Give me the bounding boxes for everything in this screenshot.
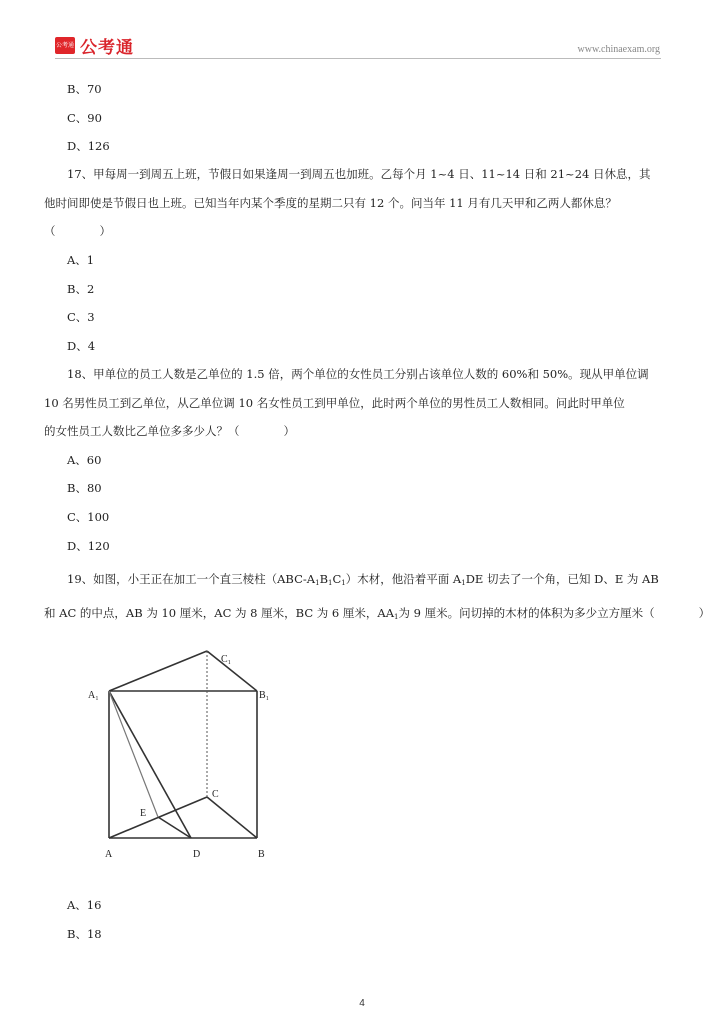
- q19-text-line2: [44, 606, 710, 624]
- bracket-close: ）: [283, 424, 295, 438]
- q19-l1-part-a: 19、如图，小王正在加工一个直三棱柱（ABC-A: [67, 572, 316, 586]
- q19-option-b: B、18: [67, 927, 102, 941]
- header-divider: [55, 58, 661, 59]
- subscript: 1: [328, 579, 333, 587]
- q18-line3-text: 的女性员工人数比乙单位多多少人？（: [44, 424, 240, 438]
- q17-answer-blank: [44, 224, 111, 238]
- label-a1: A₁: [88, 690, 99, 701]
- edge-c-b: [207, 797, 257, 838]
- label-c: C: [212, 789, 219, 800]
- q16-option-c: C、90: [67, 111, 102, 125]
- page-number: 4: [359, 998, 365, 1009]
- q18-option-c: C、100: [67, 510, 110, 524]
- q18-option-a: A、60: [67, 453, 102, 467]
- q17-option-c: C、3: [67, 310, 95, 324]
- q17-text-line1: 17、甲每周一到周五上班，节假日如果逢周一到周五也加班。乙每个月 1~4 日、11~14 日和 21~24 日休息，其: [67, 167, 651, 181]
- label-a: A: [105, 849, 113, 860]
- q19-l2-part-a: 和 AC 的中点，AB 为 10 厘米，AC 为 8 厘米，BC 为 6 厘米，AA: [44, 606, 395, 620]
- q19-l1-part-c: C: [332, 572, 342, 586]
- label-d: D: [193, 849, 201, 860]
- q17-option-d: D、4: [67, 339, 96, 353]
- label-b1: B₁: [259, 690, 270, 701]
- q18-text-line3: [44, 424, 295, 438]
- subscript: 1: [341, 579, 346, 587]
- bracket-open: （: [44, 224, 56, 238]
- q18-text-line2: 10 名男性员工到乙单位，从乙单位调 10 名女性员工到甲单位，此时两个单位的男性员工人数相同。问此时甲单位: [44, 396, 625, 410]
- prism-figure: [80, 640, 290, 870]
- cut-a1-e: [109, 691, 158, 817]
- bracket-close: ）: [99, 224, 111, 238]
- q19-l1-part-e: DE 切去了一个角，已知 D、E 为 AB: [465, 572, 659, 586]
- q19-l1-part-d: ）木材，他沿着平面 A: [345, 572, 462, 586]
- label-e: E: [140, 808, 147, 819]
- q16-option-b: B、70: [67, 82, 102, 96]
- page-header: [0, 0, 724, 60]
- q18-option-d: D、120: [67, 539, 110, 553]
- cut-a1-d: [109, 691, 191, 838]
- site-url[interactable]: www.chinaexam.org: [577, 44, 660, 55]
- label-c1: C₁: [221, 654, 232, 665]
- subscript: 1: [394, 613, 399, 621]
- edge-a1-c1: [109, 651, 207, 691]
- edge-c1-b1: [207, 651, 257, 691]
- q19-text-line1: [67, 572, 659, 590]
- subscript: 1: [461, 579, 466, 587]
- subscript: 1: [315, 579, 320, 587]
- q17-text-line2: 他时间即使是节假日也上班。已知当年内某个季度的星期二只有 12 个。问当年 11 月有几天甲和乙两人都休息？: [44, 196, 617, 210]
- logo-text: 公考通: [80, 38, 134, 58]
- q17-option-b: B、2: [67, 282, 95, 296]
- q19-l2-part-b: 为 9 厘米。问切掉的木材的体积为多少立方厘米（: [398, 606, 655, 620]
- q18-option-b: B、80: [67, 481, 102, 495]
- q18-text-line1: 18、甲单位的员工人数是乙单位的 1.5 倍，两个单位的女性员工分别占该单位人数的 60%和 50%。现从甲单位调: [67, 367, 649, 381]
- q16-option-d: D、126: [67, 139, 110, 153]
- logo-icon: 公考通: [55, 37, 75, 54]
- label-b: B: [258, 849, 265, 860]
- q19-l1-part-b: B: [319, 572, 329, 586]
- bracket-close: ）: [698, 606, 711, 620]
- q17-option-a: A、1: [67, 253, 95, 267]
- q19-option-a: A、16: [67, 898, 102, 912]
